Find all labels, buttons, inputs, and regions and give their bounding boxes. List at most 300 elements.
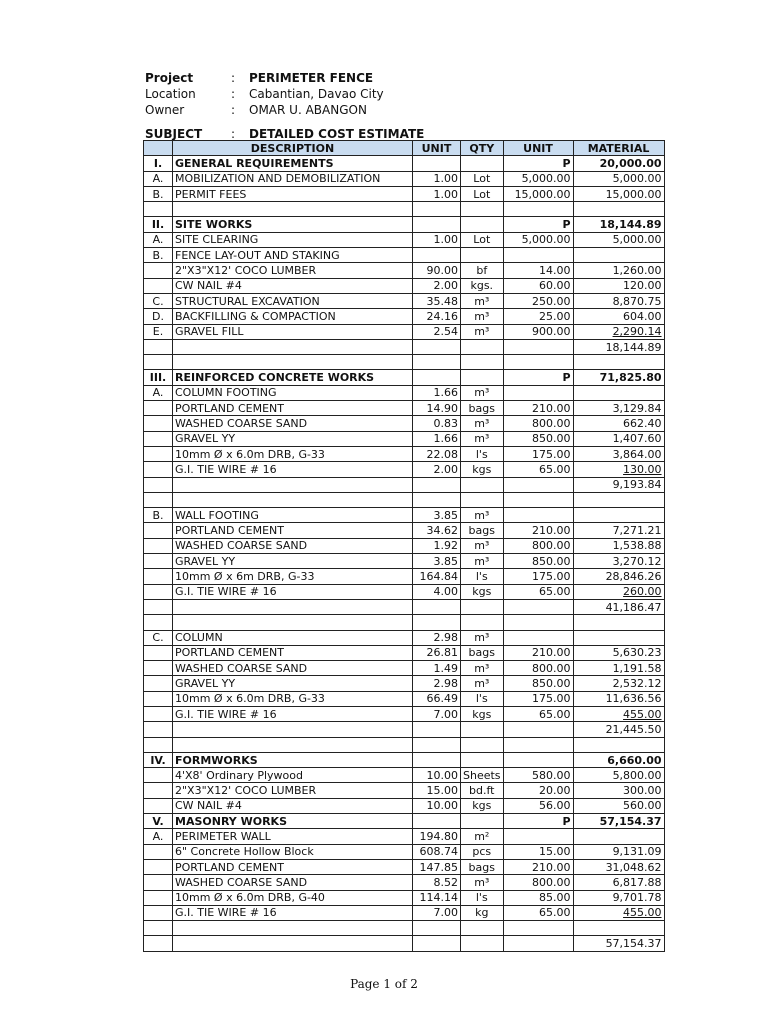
item-number-cell: A.: [144, 171, 173, 186]
unit-cell: 114.14: [413, 890, 461, 905]
description-cell: G.I. TIE WIRE # 16: [173, 462, 413, 477]
unit-price-cell: 850.00: [503, 554, 573, 569]
item-number-cell: [144, 905, 173, 920]
item-number-cell: [144, 783, 173, 798]
unit-cell: 1.66: [413, 385, 461, 400]
unit-price-cell: 60.00: [503, 278, 573, 293]
material-cell: 6,660.00: [573, 752, 664, 767]
unit-price-cell: [503, 829, 573, 844]
qty-cell: [461, 722, 504, 737]
table-row: [144, 814, 665, 829]
item-number-cell: [144, 538, 173, 553]
qty-cell: bags: [461, 645, 504, 660]
unit-price-cell: 210.00: [503, 523, 573, 538]
table-row: [144, 248, 665, 263]
item-number-cell: [144, 875, 173, 890]
item-number-cell: [144, 401, 173, 416]
colon: :: [231, 103, 236, 117]
qty-cell: Lot: [461, 186, 504, 201]
item-number-cell: V.: [144, 814, 173, 829]
table-row: [144, 829, 665, 844]
item-number-cell: A.: [144, 385, 173, 400]
description-cell: CW NAIL #4: [173, 278, 413, 293]
unit-cell: 194.80: [413, 829, 461, 844]
table-row: [144, 186, 665, 201]
item-number-cell: C.: [144, 293, 173, 308]
unit-price-cell: 800.00: [503, 538, 573, 553]
description-cell: [173, 737, 413, 752]
unit-cell: [413, 814, 461, 829]
material-cell: 5,630.23: [573, 645, 664, 660]
material-cell: 9,131.09: [573, 844, 664, 859]
unit-cell: 1.92: [413, 538, 461, 553]
item-number-cell: III.: [144, 370, 173, 385]
table-row: [144, 217, 665, 232]
description-cell: MOBILIZATION AND DEMOBILIZATION: [173, 171, 413, 186]
table-row: [144, 859, 665, 874]
material-cell: [573, 385, 664, 400]
item-number-cell: [144, 584, 173, 599]
description-cell: CW NAIL #4: [173, 798, 413, 813]
table-row: [144, 309, 665, 324]
table-row: [144, 584, 665, 599]
unit-price-cell: [503, 202, 573, 217]
table-row: [144, 431, 665, 446]
description-cell: WASHED COARSE SAND: [173, 416, 413, 431]
unit-cell: 2.98: [413, 676, 461, 691]
qty-cell: [461, 599, 504, 614]
table-row: [144, 401, 665, 416]
description-cell: PORTLAND CEMENT: [173, 645, 413, 660]
unit-cell: [413, 722, 461, 737]
qty-cell: bags: [461, 859, 504, 874]
table-row: [144, 416, 665, 431]
table-row: [144, 676, 665, 691]
description-cell: [173, 599, 413, 614]
document-header: [145, 70, 424, 142]
qty-cell: m³: [461, 309, 504, 324]
location-value: Cabantian, Davao City: [249, 87, 384, 101]
unit-cell: 7.00: [413, 905, 461, 920]
unit-price-cell: 850.00: [503, 676, 573, 691]
unit-price-cell: 65.00: [503, 905, 573, 920]
qty-cell: pcs: [461, 844, 504, 859]
qty-cell: m³: [461, 554, 504, 569]
material-cell: 15,000.00: [573, 186, 664, 201]
item-number-cell: [144, 263, 173, 278]
unit-cell: [413, 248, 461, 263]
material-cell: 57,154.37: [573, 814, 664, 829]
unit-cell: 8.52: [413, 875, 461, 890]
unit-price-cell: 800.00: [503, 416, 573, 431]
unit-price-cell: [503, 921, 573, 936]
item-number-cell: A.: [144, 829, 173, 844]
description-cell: 10mm Ø x 6.0m DRB, G-33: [173, 691, 413, 706]
page-footer: Page 1 of 2: [350, 977, 418, 991]
material-cell: 28,846.26: [573, 569, 664, 584]
item-number-cell: C.: [144, 630, 173, 645]
table-row: [144, 232, 665, 247]
qty-cell: [461, 492, 504, 507]
material-cell: 2,532.12: [573, 676, 664, 691]
table-row: [144, 936, 665, 951]
unit-cell: 2.00: [413, 462, 461, 477]
qty-cell: [461, 156, 504, 171]
description-cell: [173, 477, 413, 492]
unit-cell: [413, 339, 461, 354]
unit-price-cell: 210.00: [503, 859, 573, 874]
qty-cell: m²: [461, 829, 504, 844]
unit-price-cell: [503, 737, 573, 752]
unit-cell: 15.00: [413, 783, 461, 798]
item-number-cell: [144, 554, 173, 569]
qty-cell: m³: [461, 875, 504, 890]
unit-cell: [413, 217, 461, 232]
description-cell: [173, 339, 413, 354]
material-cell: 1,538.88: [573, 538, 664, 553]
unit-price-cell: 5,000.00: [503, 232, 573, 247]
unit-cell: 1.00: [413, 232, 461, 247]
qty-cell: [461, 477, 504, 492]
unit-price-cell: 210.00: [503, 401, 573, 416]
qty-cell: [461, 355, 504, 370]
owner-row: [145, 102, 424, 118]
unit-cell: 10.00: [413, 798, 461, 813]
table-row: [144, 921, 665, 936]
unit-price-cell: [503, 492, 573, 507]
table-row: [144, 554, 665, 569]
table-row: [144, 278, 665, 293]
column-header-unit-price: UNIT: [503, 141, 573, 156]
qty-cell: [461, 615, 504, 630]
description-cell: SITE WORKS: [173, 217, 413, 232]
unit-price-cell: P: [503, 156, 573, 171]
material-cell: 455.00: [573, 905, 664, 920]
material-cell: 300.00: [573, 783, 664, 798]
qty-cell: m³: [461, 293, 504, 308]
item-number-cell: [144, 462, 173, 477]
unit-price-cell: [503, 752, 573, 767]
qty-cell: [461, 339, 504, 354]
qty-cell: [461, 936, 504, 951]
table-row: [144, 477, 665, 492]
material-cell: 9,193.84: [573, 477, 664, 492]
unit-cell: [413, 156, 461, 171]
item-number-cell: A.: [144, 232, 173, 247]
unit-cell: [413, 599, 461, 614]
qty-cell: bf: [461, 263, 504, 278]
item-number-cell: E.: [144, 324, 173, 339]
item-number-cell: [144, 890, 173, 905]
description-cell: PERIMETER WALL: [173, 829, 413, 844]
qty-cell: kgs: [461, 798, 504, 813]
unit-price-cell: [503, 339, 573, 354]
material-cell: 5,800.00: [573, 768, 664, 783]
material-cell: 560.00: [573, 798, 664, 813]
unit-cell: [413, 921, 461, 936]
table-row: [144, 768, 665, 783]
qty-cell: l's: [461, 446, 504, 461]
unit-price-cell: P: [503, 814, 573, 829]
column-header: [144, 141, 173, 156]
item-number-cell: [144, 446, 173, 461]
material-cell: 9,701.78: [573, 890, 664, 905]
table-row: [144, 523, 665, 538]
material-cell: 130.00: [573, 462, 664, 477]
qty-cell: m³: [461, 416, 504, 431]
qty-cell: [461, 248, 504, 263]
item-number-cell: [144, 798, 173, 813]
qty-cell: m³: [461, 385, 504, 400]
item-number-cell: [144, 569, 173, 584]
item-number-cell: [144, 355, 173, 370]
qty-cell: kgs.: [461, 278, 504, 293]
description-cell: GENERAL REQUIREMENTS: [173, 156, 413, 171]
table-row: [144, 783, 665, 798]
material-cell: 31,048.62: [573, 859, 664, 874]
item-number-cell: [144, 615, 173, 630]
owner-value: OMAR U. ABANGON: [249, 103, 367, 117]
unit-cell: 3.85: [413, 554, 461, 569]
subject-label: SUBJECT: [145, 127, 203, 141]
material-cell: 41,186.47: [573, 599, 664, 614]
description-cell: G.I. TIE WIRE # 16: [173, 905, 413, 920]
qty-cell: Lot: [461, 232, 504, 247]
unit-cell: 608.74: [413, 844, 461, 859]
qty-cell: [461, 752, 504, 767]
qty-cell: m³: [461, 324, 504, 339]
qty-cell: Sheets: [461, 768, 504, 783]
table-row: [144, 722, 665, 737]
description-cell: GRAVEL YY: [173, 554, 413, 569]
unit-cell: 66.49: [413, 691, 461, 706]
table-row: [144, 202, 665, 217]
unit-cell: 2.00: [413, 278, 461, 293]
description-cell: MASONRY WORKS: [173, 814, 413, 829]
description-cell: COLUMN: [173, 630, 413, 645]
column-header-unit: UNIT: [413, 141, 461, 156]
unit-price-cell: [503, 722, 573, 737]
table-row: [144, 691, 665, 706]
item-number-cell: [144, 676, 173, 691]
item-number-cell: [144, 936, 173, 951]
table-row: [144, 462, 665, 477]
qty-cell: [461, 921, 504, 936]
qty-cell: m³: [461, 661, 504, 676]
unit-cell: 0.83: [413, 416, 461, 431]
column-header-description: DESCRIPTION: [173, 141, 413, 156]
material-cell: 20,000.00: [573, 156, 664, 171]
table-header-row: [144, 141, 665, 156]
qty-cell: [461, 737, 504, 752]
location-row: [145, 86, 424, 102]
colon: :: [231, 127, 236, 141]
item-number-cell: [144, 661, 173, 676]
unit-cell: [413, 936, 461, 951]
table-row: [144, 293, 665, 308]
column-header-qty: QTY: [461, 141, 504, 156]
description-cell: COLUMN FOOTING: [173, 385, 413, 400]
description-cell: WASHED COARSE SAND: [173, 875, 413, 890]
table-row: [144, 339, 665, 354]
table-row: [144, 508, 665, 523]
unit-price-cell: 14.00: [503, 263, 573, 278]
unit-price-cell: [503, 355, 573, 370]
item-number-cell: [144, 477, 173, 492]
material-cell: 604.00: [573, 309, 664, 324]
material-cell: 11,636.56: [573, 691, 664, 706]
table-row: [144, 370, 665, 385]
unit-cell: 26.81: [413, 645, 461, 660]
description-cell: G.I. TIE WIRE # 16: [173, 706, 413, 721]
description-cell: PORTLAND CEMENT: [173, 401, 413, 416]
colon: :: [231, 71, 236, 85]
unit-cell: 2.98: [413, 630, 461, 645]
owner-label: Owner: [145, 103, 185, 117]
item-number-cell: IV.: [144, 752, 173, 767]
qty-cell: [461, 202, 504, 217]
table-row: [144, 599, 665, 614]
description-cell: WALL FOOTING: [173, 508, 413, 523]
unit-price-cell: [503, 599, 573, 614]
project-row: [145, 70, 424, 86]
table-row: [144, 737, 665, 752]
unit-price-cell: 210.00: [503, 645, 573, 660]
description-cell: [173, 615, 413, 630]
project-value: PERIMETER FENCE: [249, 71, 374, 85]
unit-cell: [413, 477, 461, 492]
material-cell: [573, 737, 664, 752]
unit-cell: [413, 355, 461, 370]
column-header-material: MATERIAL: [573, 141, 664, 156]
item-number-cell: [144, 921, 173, 936]
unit-price-cell: 580.00: [503, 768, 573, 783]
description-cell: [173, 921, 413, 936]
table-row: [144, 569, 665, 584]
unit-cell: 1.00: [413, 186, 461, 201]
unit-price-cell: [503, 615, 573, 630]
material-cell: 5,000.00: [573, 171, 664, 186]
qty-cell: bags: [461, 523, 504, 538]
table-row: [144, 615, 665, 630]
material-cell: 18,144.89: [573, 217, 664, 232]
location-label: Location: [145, 87, 196, 101]
qty-cell: l's: [461, 890, 504, 905]
material-cell: 6,817.88: [573, 875, 664, 890]
table-row: [144, 355, 665, 370]
table-row: [144, 890, 665, 905]
unit-price-cell: 15.00: [503, 844, 573, 859]
qty-cell: kgs: [461, 462, 504, 477]
qty-cell: m³: [461, 676, 504, 691]
unit-cell: 1.00: [413, 171, 461, 186]
table-row: [144, 171, 665, 186]
item-number-cell: [144, 492, 173, 507]
material-cell: 57,154.37: [573, 936, 664, 951]
material-cell: 260.00: [573, 584, 664, 599]
qty-cell: [461, 370, 504, 385]
unit-price-cell: [503, 936, 573, 951]
material-cell: 8,870.75: [573, 293, 664, 308]
unit-price-cell: 65.00: [503, 706, 573, 721]
unit-price-cell: [503, 630, 573, 645]
item-number-cell: B.: [144, 508, 173, 523]
description-cell: [173, 722, 413, 737]
unit-price-cell: 250.00: [503, 293, 573, 308]
qty-cell: l's: [461, 569, 504, 584]
material-cell: [573, 508, 664, 523]
unit-cell: 35.48: [413, 293, 461, 308]
unit-cell: [413, 202, 461, 217]
table-row: [144, 645, 665, 660]
description-cell: [173, 936, 413, 951]
unit-price-cell: 175.00: [503, 569, 573, 584]
material-cell: 455.00: [573, 706, 664, 721]
unit-price-cell: 25.00: [503, 309, 573, 324]
unit-price-cell: 850.00: [503, 431, 573, 446]
item-number-cell: [144, 599, 173, 614]
unit-cell: 90.00: [413, 263, 461, 278]
table-row: [144, 875, 665, 890]
material-cell: 18,144.89: [573, 339, 664, 354]
description-cell: 10mm Ø x 6.0m DRB, G-40: [173, 890, 413, 905]
unit-price-cell: 15,000.00: [503, 186, 573, 201]
unit-price-cell: 175.00: [503, 446, 573, 461]
description-cell: WASHED COARSE SAND: [173, 661, 413, 676]
unit-cell: [413, 752, 461, 767]
item-number-cell: [144, 339, 173, 354]
unit-price-cell: P: [503, 217, 573, 232]
item-number-cell: [144, 202, 173, 217]
item-number-cell: B.: [144, 248, 173, 263]
unit-price-cell: [503, 248, 573, 263]
description-cell: 10mm Ø x 6m DRB, G-33: [173, 569, 413, 584]
unit-cell: 4.00: [413, 584, 461, 599]
item-number-cell: D.: [144, 309, 173, 324]
item-number-cell: II.: [144, 217, 173, 232]
unit-price-cell: [503, 508, 573, 523]
unit-cell: 22.08: [413, 446, 461, 461]
unit-price-cell: 800.00: [503, 875, 573, 890]
item-number-cell: [144, 278, 173, 293]
qty-cell: m³: [461, 538, 504, 553]
item-number-cell: [144, 523, 173, 538]
unit-cell: [413, 737, 461, 752]
table-row: [144, 630, 665, 645]
description-cell: GRAVEL FILL: [173, 324, 413, 339]
unit-cell: 10.00: [413, 768, 461, 783]
material-cell: 662.40: [573, 416, 664, 431]
colon: :: [231, 87, 236, 101]
table-row: [144, 661, 665, 676]
material-cell: 3,270.12: [573, 554, 664, 569]
description-cell: [173, 492, 413, 507]
description-cell: PORTLAND CEMENT: [173, 523, 413, 538]
description-cell: STRUCTURAL EXCAVATION: [173, 293, 413, 308]
description-cell: FORMWORKS: [173, 752, 413, 767]
description-cell: 6" Concrete Hollow Block: [173, 844, 413, 859]
description-cell: 10mm Ø x 6.0m DRB, G-33: [173, 446, 413, 461]
description-cell: REINFORCED CONCRETE WORKS: [173, 370, 413, 385]
item-number-cell: [144, 722, 173, 737]
qty-cell: [461, 217, 504, 232]
unit-price-cell: 85.00: [503, 890, 573, 905]
unit-price-cell: 20.00: [503, 783, 573, 798]
table-row: [144, 492, 665, 507]
description-cell: [173, 202, 413, 217]
unit-price-cell: [503, 385, 573, 400]
material-cell: [573, 202, 664, 217]
